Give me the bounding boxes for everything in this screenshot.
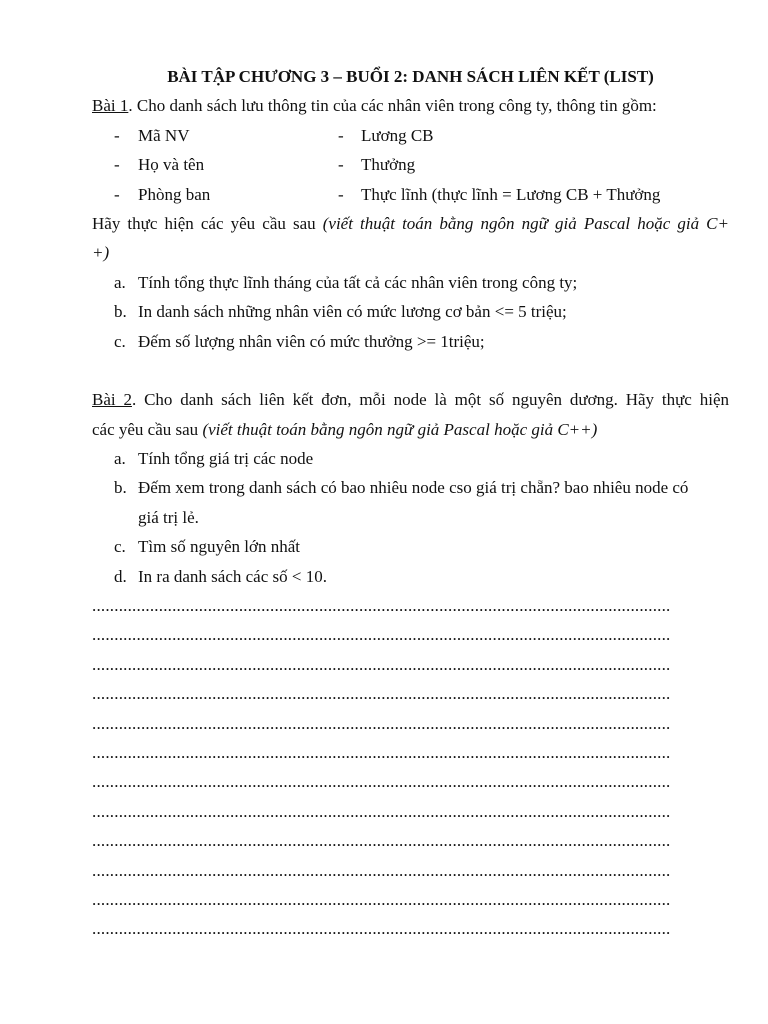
list-item — [92, 268, 729, 297]
answer-line: .................................................................................................................................. — [92, 713, 671, 733]
page-title: BÀI TẬP CHƯƠNG 3 – BUỔI 2: DANH SÁCH LIÊN KẾT (LIST) — [167, 67, 654, 86]
bai1-intro-text: . Cho danh sách lưu thông tin của các nhân viên trong công ty, thông tin gồm: — [128, 96, 657, 116]
item-text: In danh sách những nhân viên có mức lương cơ bản <= 5 triệu; — [138, 302, 567, 322]
answer-line: .................................................................................................................................. — [92, 654, 671, 674]
item-text: Đếm số lượng nhân viên có mức thưởng >= 1triệu; — [138, 331, 485, 351]
bai2-intro — [92, 385, 729, 414]
bullet-dash: - — [114, 125, 120, 145]
answer-area — [92, 591, 729, 944]
item-marker: a. — [114, 449, 126, 469]
requirement-note-cont: +) — [92, 243, 110, 263]
item-text: Tìm số nguyên lớn nhất — [138, 537, 300, 557]
answer-line: .................................................................................................................................. — [92, 742, 671, 762]
list-item — [92, 473, 729, 502]
item-marker: b. — [114, 302, 127, 322]
bai2-intro-text: . Cho danh sách liên kết đơn, mỗi node là một số nguyên dương. Hãy thực hiện — [131, 390, 729, 410]
requirement-note: (viết thuật toán bằng ngôn ngữ giả Pascal hoặc giả C+ — [322, 213, 729, 233]
field-right: Thực lĩnh (thực lĩnh = Lương CB + Thưởng — [361, 184, 661, 204]
bullet-dash: - — [114, 184, 120, 204]
bullet-dash: - — [338, 184, 344, 204]
answer-line: .................................................................................................................................. — [92, 919, 671, 939]
field-left: Mã NV — [138, 125, 190, 145]
bai2-intro-text-cont: các yêu cầu sau — [92, 419, 203, 439]
item-text: Tính tổng giá trị các node — [138, 449, 314, 469]
item-marker: c. — [114, 537, 126, 557]
answer-line: .................................................................................................................................. — [92, 772, 671, 792]
answer-line: .................................................................................................................................. — [92, 831, 671, 851]
item-marker: c. — [114, 331, 126, 351]
list-item — [92, 327, 729, 356]
item-marker: d. — [114, 566, 127, 586]
bai1-intro — [92, 91, 729, 120]
list-item — [92, 444, 729, 473]
answer-line: .................................................................................................................................. — [92, 801, 671, 821]
field-right: Thưởng — [361, 155, 416, 175]
answer-line: .................................................................................................................................. — [92, 596, 671, 616]
bullet-dash: - — [114, 155, 120, 175]
bai1-requirement-cont — [92, 238, 729, 267]
bai2-intro-cont — [92, 415, 729, 444]
field-left: Phòng ban — [138, 184, 211, 204]
answer-line: .................................................................................................................................. — [92, 860, 671, 880]
list-item — [92, 562, 729, 591]
field-right: Lương CB — [361, 125, 434, 145]
bai1-field-row — [92, 121, 729, 150]
answer-line: .................................................................................................................................. — [92, 684, 671, 704]
list-item — [92, 532, 729, 561]
field-left: Họ và tên — [138, 155, 205, 175]
document-page — [92, 62, 729, 944]
bai1-requirement — [92, 209, 729, 238]
item-text: Tính tổng thực lĩnh tháng của tất cả các nhân viên trong công ty; — [138, 272, 578, 292]
requirement-prefix: Hãy thực hiện các yêu cầu sau — [92, 213, 323, 233]
bai1-field-row — [92, 150, 729, 179]
requirement-note: (viết thuật toán bằng ngôn ngữ giả Pascal hoặc giả C++) — [202, 419, 598, 439]
bai1-field-row — [92, 180, 729, 209]
list-item-cont: giá trị lẻ. — [138, 507, 199, 527]
list-item — [92, 297, 729, 326]
bullet-dash: - — [338, 125, 344, 145]
item-marker: a. — [114, 272, 126, 292]
bullet-dash: - — [338, 155, 344, 175]
answer-line: .................................................................................................................................. — [92, 889, 671, 909]
answer-line: .................................................................................................................................. — [92, 625, 671, 645]
bai1-label: Bài 1 — [92, 96, 129, 116]
spacer — [92, 356, 729, 385]
item-text: In ra danh sách các số < 10. — [138, 566, 327, 586]
item-marker: b. — [114, 478, 127, 498]
bai2-label: Bài 2 — [92, 390, 132, 410]
item-text: Đếm xem trong danh sách có bao nhiêu node cso giá trị chẵn? bao nhiêu node có — [138, 478, 689, 498]
